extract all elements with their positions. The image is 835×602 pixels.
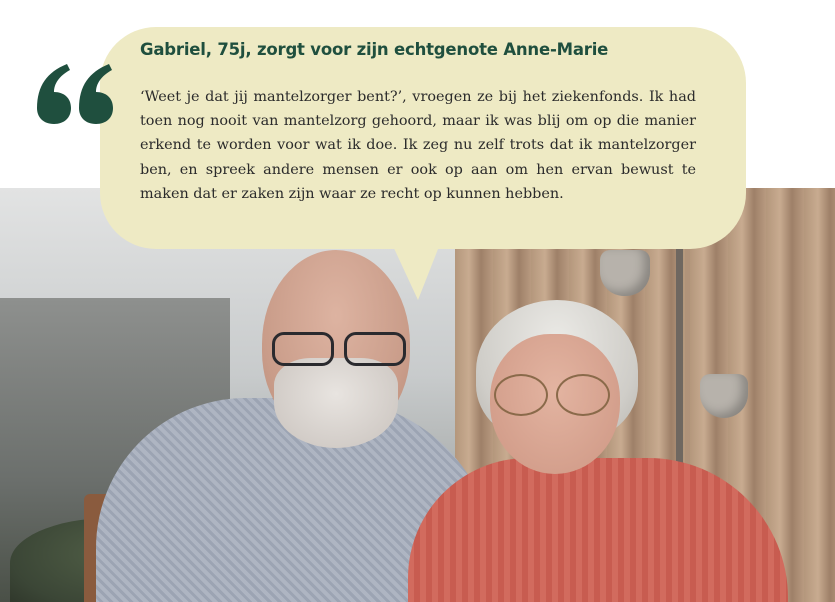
couple-photo (0, 188, 835, 602)
lamp-upper (600, 250, 650, 296)
man-glasses-left (272, 332, 334, 366)
quote-mark-icon (37, 62, 117, 126)
man-beard (274, 358, 398, 448)
man-glasses-right (344, 332, 406, 366)
woman-glasses-left (494, 374, 548, 416)
quote-heading: Gabriel, 75j, zorgt voor zijn echtgenote Anne-Marie (140, 40, 609, 59)
quote-text: ‘Weet je dat jij mantelzorger bent?’, vroegen ze bij het ziekenfonds. Ik had toen nog nooit van mantelzorg gehoord, maar ik was blij om op die manier erkend te worden voor wat ik doe. Ik zeg nu zelf trots dat ik mantelzorger ben, en spreek andere mensen er ook op aan om hen ervan bewust te maken dat er zaken zijn waar ze recht op kunnen hebben. (140, 89, 696, 202)
woman-glasses-right (556, 374, 610, 416)
